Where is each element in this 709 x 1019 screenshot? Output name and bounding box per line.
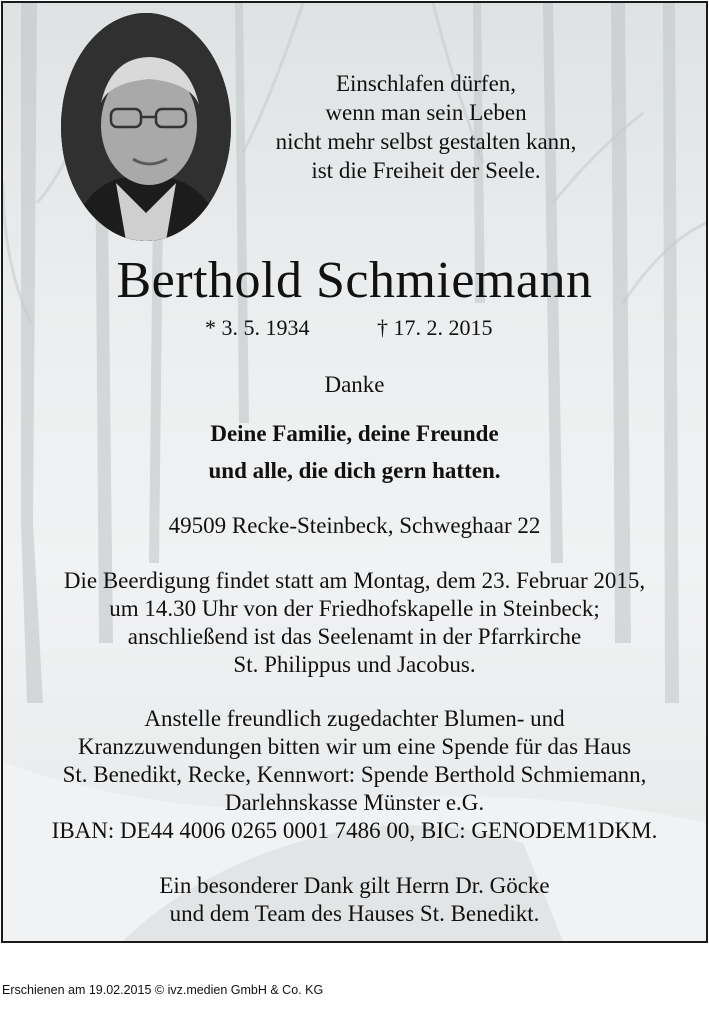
funeral-line: Die Beerdigung findet statt am Montag, dem 23. Februar 2015, — [63, 568, 646, 593]
donation-line: Anstelle freundlich zugedachter Blumen- und — [144, 706, 565, 731]
motto-line: Einschlafen dürfen, — [335, 71, 517, 96]
donation-line: Kranzzuwendungen bitten wir um eine Spende für das Haus — [77, 734, 632, 759]
mourners-line: und alle, die dich gern hatten. — [208, 458, 501, 483]
deceased-name: Berthold Schmiemann — [116, 252, 593, 309]
motto-line: nicht mehr selbst gestalten kann, — [275, 129, 577, 154]
motto-verse — [261, 69, 591, 185]
address: 49509 Recke-Steinbeck, Schweghaar 22 — [168, 513, 541, 538]
donation-line: St. Benedikt, Recke, Kennwort: Spende Berthold Schmiemann, — [62, 762, 647, 787]
motto-line: wenn man sein Leben — [325, 100, 527, 125]
funeral-line: St. Philippus und Jacobus. — [233, 652, 476, 677]
thanks-line: Ein besonderer Dank gilt Herrn Dr. Göcke — [159, 873, 550, 898]
funeral-info — [3, 567, 706, 679]
donation-line: Darlehnskasse Münster e.G. — [224, 790, 485, 815]
birth-date: * 3. 5. 1934 — [205, 315, 310, 340]
funeral-line: anschließend ist das Seelenamt in der Pfarrkirche — [127, 624, 582, 649]
obituary-card — [1, 1, 708, 943]
death-date: † 17. 2. 2015 — [377, 315, 493, 340]
publication-footer: Erschienen am 19.02.2015 © ivz.medien GmbH & Co. KG — [2, 983, 324, 997]
portrait-photo — [61, 13, 231, 241]
special-thanks — [3, 872, 706, 928]
thanks-line: und dem Team des Hauses St. Benedikt. — [169, 901, 540, 926]
mourners-line: Deine Familie, deine Freunde — [210, 421, 499, 446]
donation-line: IBAN: DE44 4006 0265 0001 7486 00, BIC: GENODEM1DKM. — [51, 818, 658, 843]
funeral-line: um 14.30 Uhr von der Friedhofskapelle in Steinbeck; — [109, 596, 600, 621]
thanks-word: Danke — [324, 372, 385, 397]
motto-line: ist die Freiheit der Seele. — [311, 158, 541, 183]
donation-info — [3, 705, 706, 845]
mourners-block — [3, 415, 706, 489]
